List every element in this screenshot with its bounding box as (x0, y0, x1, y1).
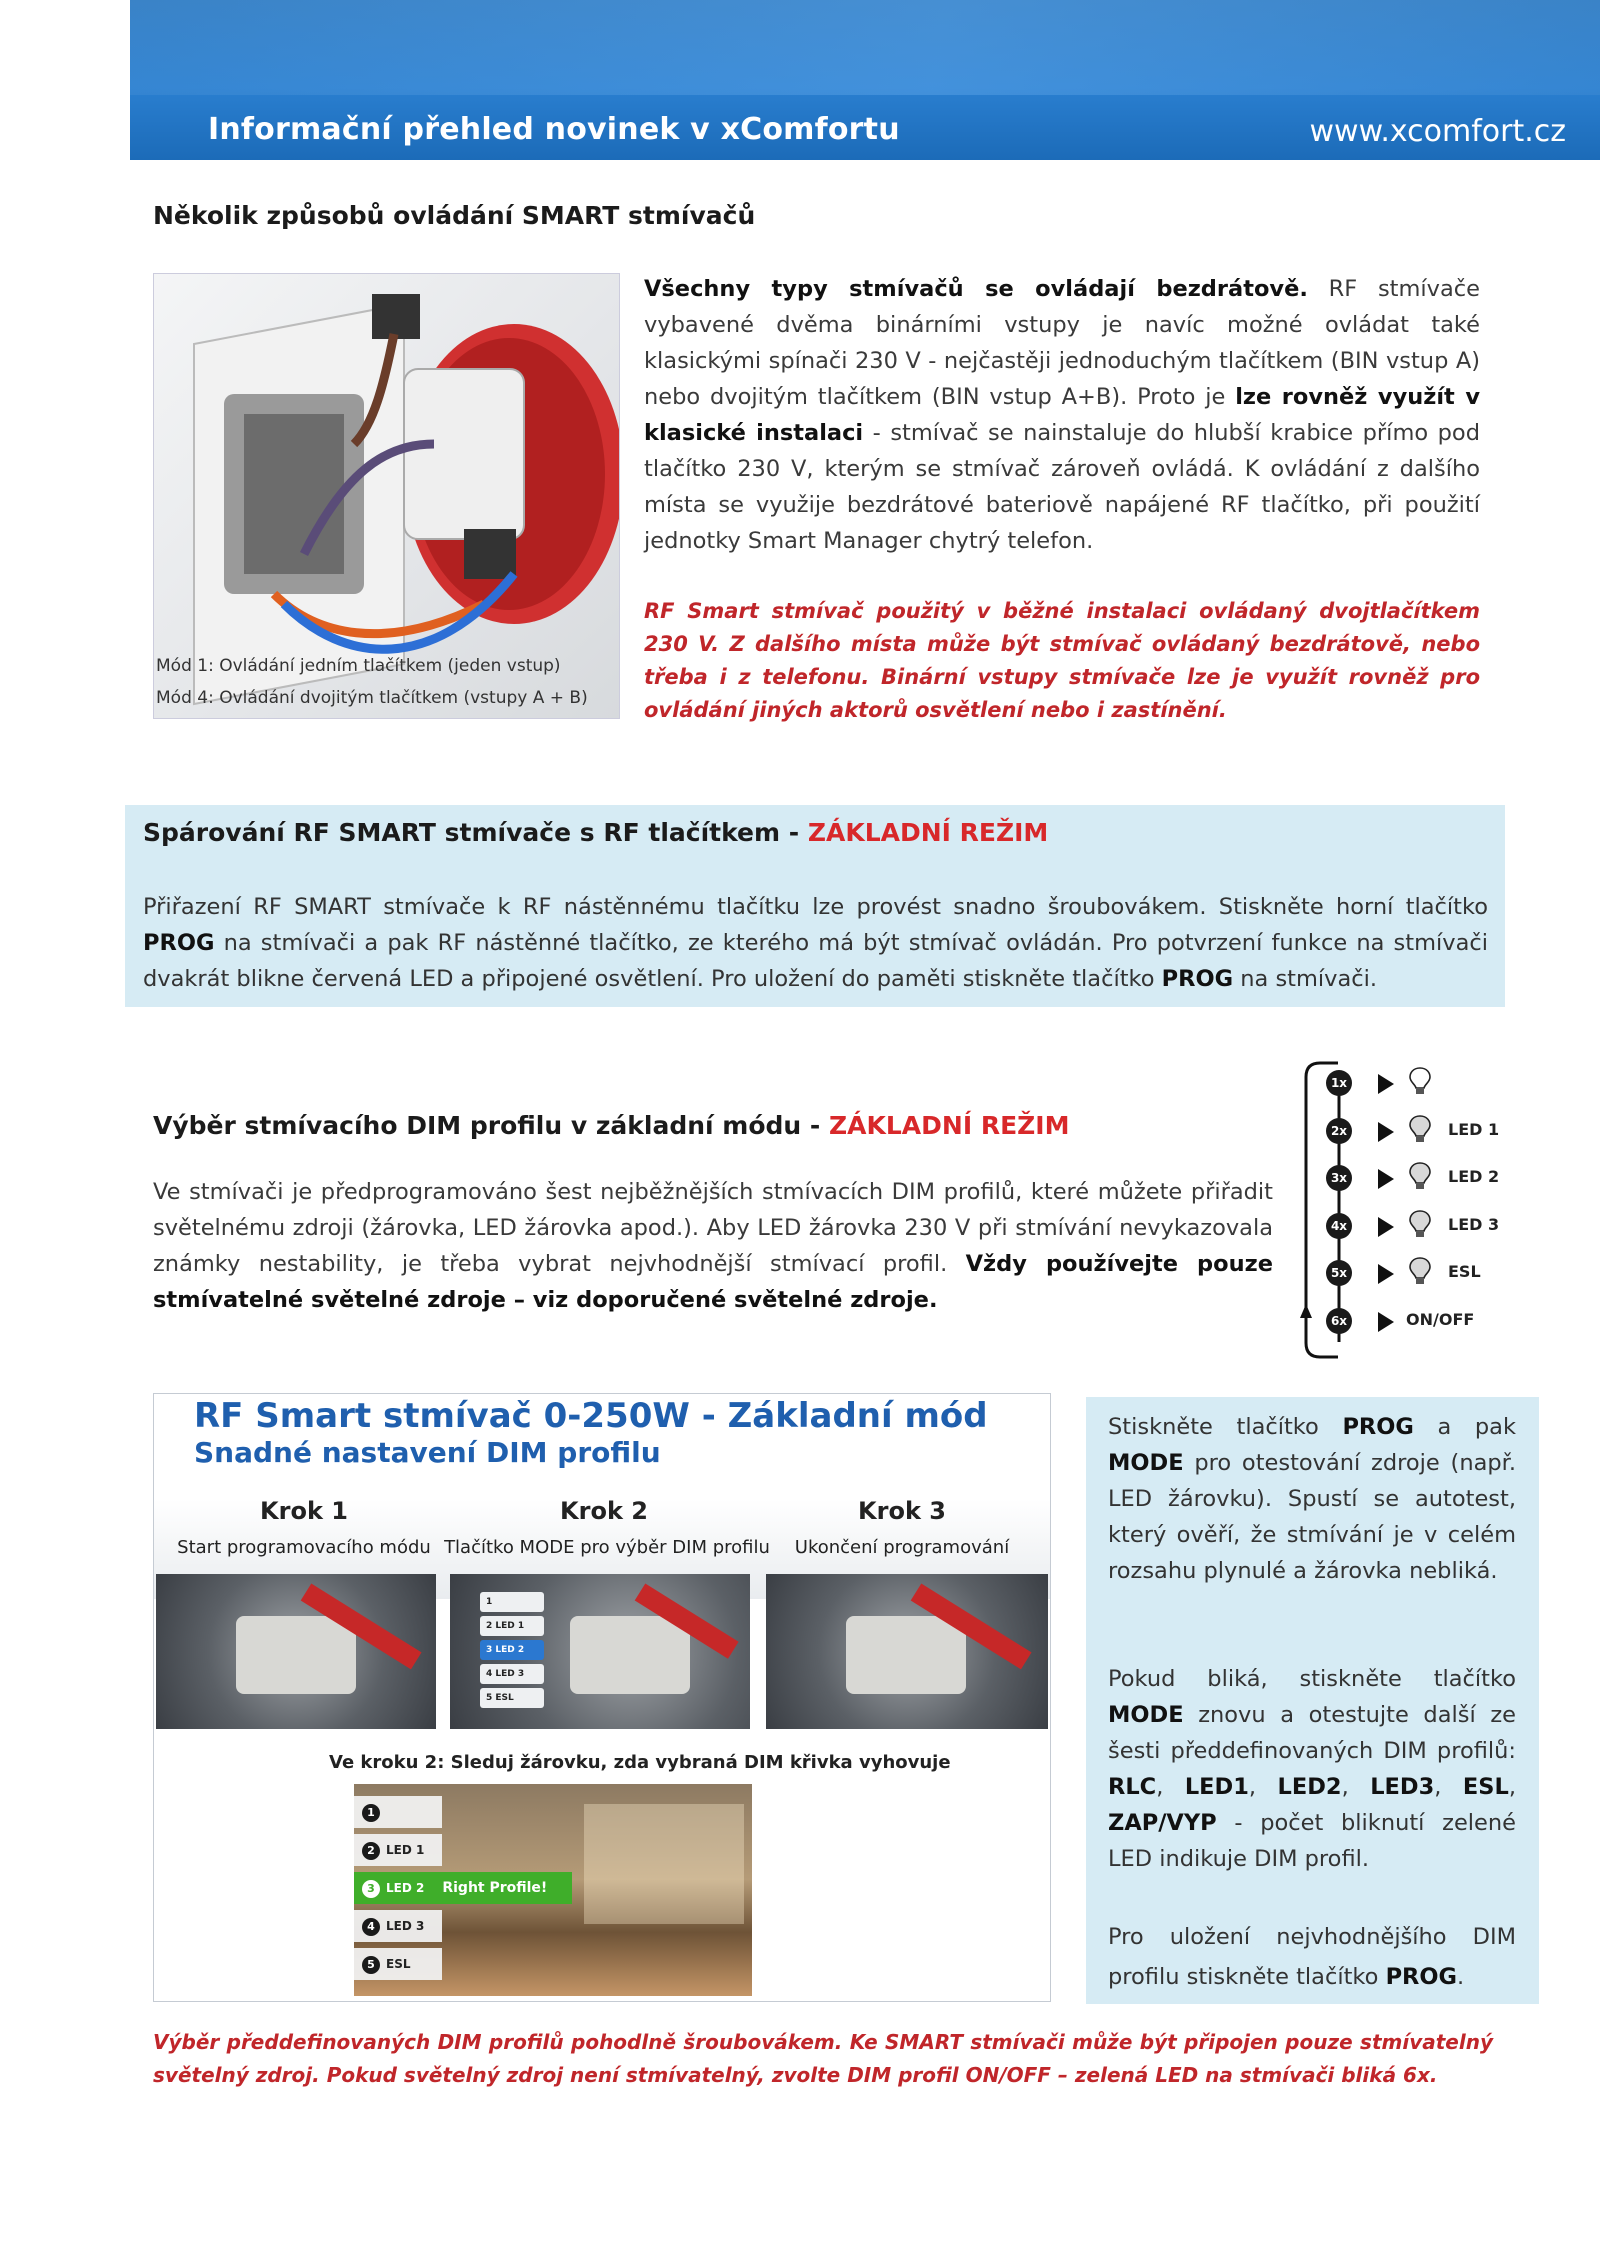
pairing-box (125, 805, 1505, 1007)
profile-label: LED 1 (1448, 1119, 1500, 1139)
photo-caption-mode4: Mód 4: Ovládání dvojitým tlačítkem (vstupy A + B) (156, 688, 588, 708)
led-bulb-icon (1408, 1161, 1432, 1191)
section2-paragraph (143, 889, 1488, 997)
section2-title-accent: ZÁKLADNÍ REŽIM (807, 818, 1049, 847)
mini-profile-list (480, 1592, 544, 1712)
profile-row-3x (1300, 1165, 1520, 1205)
section1-paragraph (644, 271, 1480, 559)
room-profile-item (354, 1796, 442, 1828)
room-profile-item (354, 1948, 442, 1980)
bold-run: PROG (1342, 1414, 1414, 1440)
step3-photo (766, 1574, 1048, 1729)
step2-heading: Krok 2 (560, 1497, 648, 1525)
profile-row-5x (1300, 1260, 1520, 1300)
bold-run: Všechny typy stmívačů se ovládají bezdrátově. (644, 276, 1308, 302)
room-profile-label: LED 3 (386, 1919, 425, 1933)
room-profile-label: LED 1 (386, 1843, 425, 1857)
play-arrow-icon (1378, 1217, 1394, 1237)
room-profile-number: 1 (362, 1804, 380, 1822)
text-run: , (1434, 1774, 1463, 1800)
play-arrow-icon (1378, 1312, 1394, 1332)
bold-run: LED3 (1370, 1774, 1435, 1800)
led-bulb-icon (1408, 1114, 1432, 1144)
mini-profile-item (480, 1664, 544, 1684)
dim-card-subtitle: Snadné nastavení DIM profilu (194, 1436, 661, 1469)
mini-profile-number: 4 (486, 1669, 496, 1679)
section3-title-text: Výběr stmívacího DIM profilu v základní módu - (153, 1111, 830, 1140)
instructions-p2 (1108, 1661, 1516, 1877)
room-profile-item (354, 1872, 572, 1904)
header-title: Informační přehled novinek v xComfortu (208, 112, 900, 147)
section1-title: Několik způsobů ovládání SMART stmívačů (153, 201, 756, 230)
step3-caption: Ukončení programování (794, 1537, 1010, 1558)
profile-label: ESL (1448, 1262, 1481, 1281)
profile-row-1x (1300, 1070, 1520, 1110)
header-url[interactable]: www.xcomfort.cz (1309, 114, 1566, 149)
profile-row-6x (1300, 1308, 1520, 1348)
bold-run: Vždy používejte pouze stmívatelné světelné zdroje – viz doporučené světelné zdroje. (153, 1251, 1273, 1313)
step2-caption: Tlačítko MODE pro výběr DIM profilu (444, 1537, 770, 1558)
step2-photo (450, 1574, 750, 1729)
photo-caption-mode1: Mód 1: Ovládání jedním tlačítkem (jeden vstup) (156, 656, 561, 676)
text-run: Stiskněte tlačítko (1108, 1414, 1343, 1440)
room-profile-number: 5 (362, 1956, 380, 1974)
bold-run: lze rovněž využít v klasické instalaci (644, 384, 1481, 446)
play-arrow-icon (1378, 1074, 1394, 1094)
room-profile-number: 4 (362, 1918, 380, 1936)
bold-run: RLC (1108, 1774, 1157, 1800)
mini-profile-number: 2 (486, 1621, 496, 1631)
text-run: . (1456, 1964, 1465, 1990)
mini-profile-label: ESL (495, 1693, 514, 1703)
profile-count-badge: 5x (1326, 1260, 1352, 1286)
dim-profile-legend (1300, 1060, 1540, 1360)
bold-run: MODE (1108, 1450, 1184, 1476)
profile-row-2x (1300, 1118, 1520, 1158)
bold-run: PROG (1161, 966, 1234, 992)
led-bulb-icon (1408, 1209, 1432, 1239)
room-profile-number: 3 (362, 1880, 380, 1898)
instructions-p1 (1108, 1409, 1516, 1589)
section3-paragraph (153, 1174, 1273, 1318)
text-run: - stmívač se nainstaluje do hlubší krabice přímo pod tlačítko 230 V, kterým se stmívač zároveň ovládá. K ovládání z dalšího místa se využije bezdrátové bateriově napájené RF tlačítko, při použití jednotky Smart Manager chytrý telefon. (644, 420, 1480, 554)
bold-run: PROG (1385, 1964, 1457, 1990)
mini-profile-number: 1 (486, 1597, 493, 1607)
text-run: a pak (1413, 1414, 1516, 1440)
bold-run: LED2 (1277, 1774, 1342, 1800)
living-room-photo (354, 1784, 752, 1996)
profile-count-badge: 1x (1326, 1070, 1352, 1096)
dimmer-installation-photo (153, 273, 620, 719)
profile-count-badge: 2x (1326, 1118, 1352, 1144)
text-run: na stmívači. (1233, 966, 1378, 992)
mini-profile-label: LED 2 (495, 1645, 525, 1655)
section3-title (153, 1111, 1069, 1140)
profile-row-4x (1300, 1213, 1520, 1253)
bold-run: PROG (143, 930, 215, 956)
section3-title-accent: ZÁKLADNÍ REŽIM (829, 1111, 1070, 1140)
dim-card-title: RF Smart stmívač 0-250W - Základní mód (194, 1396, 988, 1436)
text-run: - počet bliknutí zelené LED indikuje DIM profil. (1108, 1810, 1516, 1872)
section1-note: RF Smart stmívač použitý v běžné instalaci ovládaný dvojtlačítkem 230 V. Z dalšího místa může být stmívač ovládaný bezdrátově, nebo třeba i z telefonu. Binární vstupy stmívače lze je využít rovněž pro ovládání jiných aktorů osvětlení nebo i zastínění. (644, 599, 1480, 722)
instructions-box (1086, 1397, 1539, 2004)
profile-count-badge: 4x (1326, 1213, 1352, 1239)
room-profile-label: ESL (386, 1957, 411, 1971)
step3-heading: Krok 3 (858, 1497, 946, 1525)
profile-count-badge: 6x (1326, 1308, 1352, 1334)
text-run: RF stmívače vybavené dvěma binárními vstupy je navíc možné ovládat také klasickými spínači 230 V - nejčastěji jednoduchým tlačítkem (BIN vstup A) nebo dvojitým tlačítkem (BIN vstup A+B). Proto je (644, 276, 1480, 410)
step2-note: Ve kroku 2: Sleduj žárovku, zda vybraná DIM křivka vyhovuje (329, 1752, 951, 1773)
text-run: Ve stmívači je předprogramováno šest nejběžnějších stmívacích DIM profilů, které můžete přiřadit světelnému zdroji (žárovka, LED žárovka apod.). Aby LED žárovka 230 V při stmívání nevykazovala známky nestability, je třeba vybrat nejvhodnější stmívací profil. (153, 1179, 1273, 1277)
profile-label: LED 2 (1448, 1167, 1500, 1186)
play-arrow-icon (1378, 1264, 1394, 1284)
mini-profile-item (480, 1640, 544, 1660)
bold-run: ESL (1462, 1774, 1509, 1800)
play-arrow-icon (1378, 1122, 1394, 1142)
dimmer-module (570, 1616, 690, 1694)
dimmer-module (236, 1616, 356, 1694)
cfl-bulb-icon (1408, 1256, 1432, 1286)
instructions-p3 (1108, 1917, 1516, 1997)
text-run: Přiřazení RF SMART stmívače k RF nástěnnému tlačítku lze provést snadno šroubovákem. Stiskněte horní tlačítko (143, 894, 1488, 920)
profile-label: ON/OFF (1406, 1309, 1475, 1329)
dim-profile-card (153, 1393, 1051, 2002)
step1-caption: Start programovacího módu (177, 1537, 431, 1558)
room-profile-item (354, 1834, 442, 1866)
header-banner (130, 0, 1600, 160)
mini-profile-item (480, 1592, 544, 1612)
text-run: , (1156, 1774, 1185, 1800)
text-run: , (1508, 1774, 1516, 1800)
mini-profile-item (480, 1688, 544, 1708)
text-run: Pokud bliká, stiskněte tlačítko (1108, 1666, 1516, 1692)
step1-photo (156, 1574, 436, 1729)
room-profile-item (354, 1910, 442, 1942)
profile-count-badge: 3x (1326, 1165, 1352, 1191)
text-run: , (1341, 1774, 1371, 1800)
section2-title (143, 818, 1048, 847)
text-run: pro otestování zdroje (např. LED žárovku). Spustí se autotest, který ověří, že stmívání je v celém rozsahu plynulé a žárovka nebliká. (1108, 1450, 1516, 1584)
bold-run: ZAP/VYP (1108, 1810, 1217, 1836)
step1-heading: Krok 1 (260, 1497, 348, 1525)
room-profile-number: 2 (362, 1842, 380, 1860)
mini-profile-number: 5 (486, 1693, 496, 1703)
dimmer-wiring-illustration (154, 274, 619, 718)
mini-profile-item (480, 1616, 544, 1636)
bold-run: LED1 (1184, 1774, 1249, 1800)
room-profile-list (354, 1796, 654, 1986)
text-run: Pro uložení nejvhodnějšího DIM profilu stiskněte tlačítko (1108, 1924, 1516, 1990)
mini-profile-number: 3 (486, 1645, 496, 1655)
mini-profile-label: LED 3 (495, 1669, 525, 1679)
bold-run: MODE (1108, 1702, 1184, 1728)
dimmer-module (846, 1616, 966, 1694)
right-profile-badge: Right Profile! (442, 1880, 548, 1896)
profile-label: LED 3 (1448, 1214, 1500, 1234)
play-arrow-icon (1378, 1169, 1394, 1189)
mini-profile-label: LED 1 (495, 1621, 525, 1631)
section2-title-text: Spárování RF SMART stmívače s RF tlačítkem - (143, 818, 808, 847)
text-run: znovu a otestujte další ze šesti předdefinovaných DIM profilů: (1108, 1702, 1516, 1764)
bulb-icon (1408, 1066, 1432, 1096)
text-run: na stmívači a pak RF nástěnné tlačítko, ze kterého má být stmívač ovládán. Pro potvrzení funkce na stmívači dvakrát blikne červená LED a připojené osvětlení. Pro uložení do paměti stiskněte tlačítko (143, 930, 1488, 992)
text-run: , (1248, 1774, 1278, 1800)
room-profile-label: LED 2 (386, 1881, 425, 1895)
footer-note: Výběr předdefinovaných DIM profilů pohodlně šroubovákem. Ke SMART stmívači může být připojen pouze stmívatelný světelný zdroj. Pokud světelný zdroj není stmívatelný, zvolte DIM profil ON/OFF – zelená LED na stmívači bliká 6x. (153, 2030, 1493, 2087)
